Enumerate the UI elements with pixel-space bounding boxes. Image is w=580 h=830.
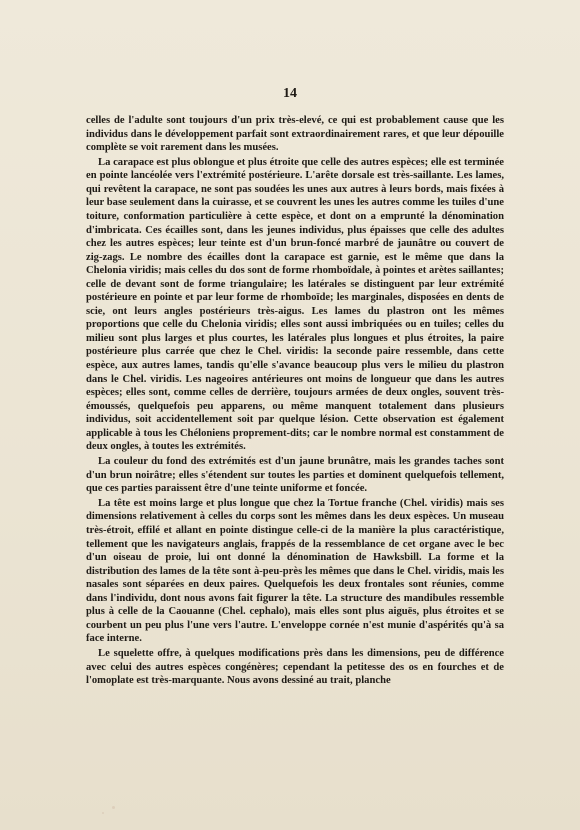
paper-speck [102,812,104,814]
paragraph-5: Le squelette offre, à quelques modifications près dans les dimensions, peu de différence avec celui des autres espèces congénères; cependant la petitesse des os en fourches et de l'omoplate est très-marquante. Nous avons dessiné au trait, planche [86,648,504,687]
page-number: 14 [283,86,297,101]
body-text [86,114,504,689]
paragraph-3: La couleur du fond des extrémités est d'un jaune brunâtre, mais les grandes taches sont d'un brun noirâtre; elles s'étendent sur toutes les parties et dominent quelquefois tellement, que ces parties paraissent être d'une teinte uniforme et foncée. [86,456,504,495]
paragraph-2: La carapace est plus oblongue et plus étroite que celle des autres espèces; elle est terminée en pointe lancéolée vers l'extrémité postérieure. L'arête dorsale est très-saillante. Les lames, qui revêtent la carapace, ne sont pas soudées les unes aux autres à leurs bords, mais fixées à leur base seulement dans la cuirasse, et se couvrent les unes les autres comme les tuiles d'une toiture, conformation particulière à cette espèce, et dont on a emprunté la dénomination d'imbricata. Ces écailles sont, dans les jeunes individus, plus épaisses que celle des adultes chez les autres espèces; leur teinte est d'un brun-foncé marbré de jaunâtre ou couvert de zig-zags. Le nombre des écailles dont la carapace est garnie, est le même que dans la Chelonia viridis; mais celles du dos sont de forme rhomboïdale, à pointes et arètes saillantes; celle de devant sont de forme triangulaire; les latérales se distinguent par leur extrémité postérieure en pointe et par leur forme de rhomboïde; les marginales, disposées en dents de scie, ont leurs angles postérieurs très-aigus. Les lames du plastron ont les mêmes proportions que celle du Chelonia viridis; elles sont aussi imbriquées ou en tuiles; celles du milieu sont plus larges et plus courtes, les latérales plus longues et plus étroites, la paire postérieure plus carrée que chez le Chel. viridis: la seconde paire ressemble, dans cette espèce, aux autres lames, tandis qu'elle s'avance beaucoup plus vers le milieu du plastron dans le Chel. viridis. Les nageoires antérieures ont moins de longueur que dans les autres espèces; elles sont, comme celles de derrière, toujours armées de deux ongles, souvent très-émoussés, quelquefois peu apparens, ou même manquent totalement dans plusieurs individus, soit accidentellement soit par quelque lésion. Cette observation est également applicable à tous les Chéloniens proprement-dits; car le nombre normal est constamment de deux ongles, à toutes les extrémités. [86,156,504,453]
paragraph-4: La tête est moins large et plus longue que chez la Tortue franche (Chel. viridis) mais ses dimensions relativement à celles du corps sont les mêmes dans les deux espèces. Un museau très-étroit, effilé et allant en pointe distingue celle-ci de la manière la plus caractéristique, tellement que les navigateurs anglais, frappés de la ressemblance de cet organe avec le bec d'un oiseau de proie, lui ont donné la dénomination de Hawksbill. La forme et la distribution des lames de la tête sont à-peu-près les mêmes que dans le Chel. viridis, mais les nasales sont séparées en deux paires. Quelquefois les deux frontales sont réunies, comme dans l'individu, dont nous avons fait figurer la tête. La structure des mandibules ressemble plus à celle de la Caouanne (Chel. cephalo), mais elles sont plus aiguës, plus étroites et se courbent un peu plus l'une vers l'autre. L'enveloppe cornée n'est munie d'aspérités qu'à sa face interne. [86,497,504,645]
paper-speck [112,806,115,809]
paragraph-1: celles de l'adulte sont toujours d'un prix très-elevé, ce qui est probablement cause que les individus dans le développement parfait sont extraordinairement rares, et que leur dépouille complète se voit rarement dans les musées. [86,115,504,154]
